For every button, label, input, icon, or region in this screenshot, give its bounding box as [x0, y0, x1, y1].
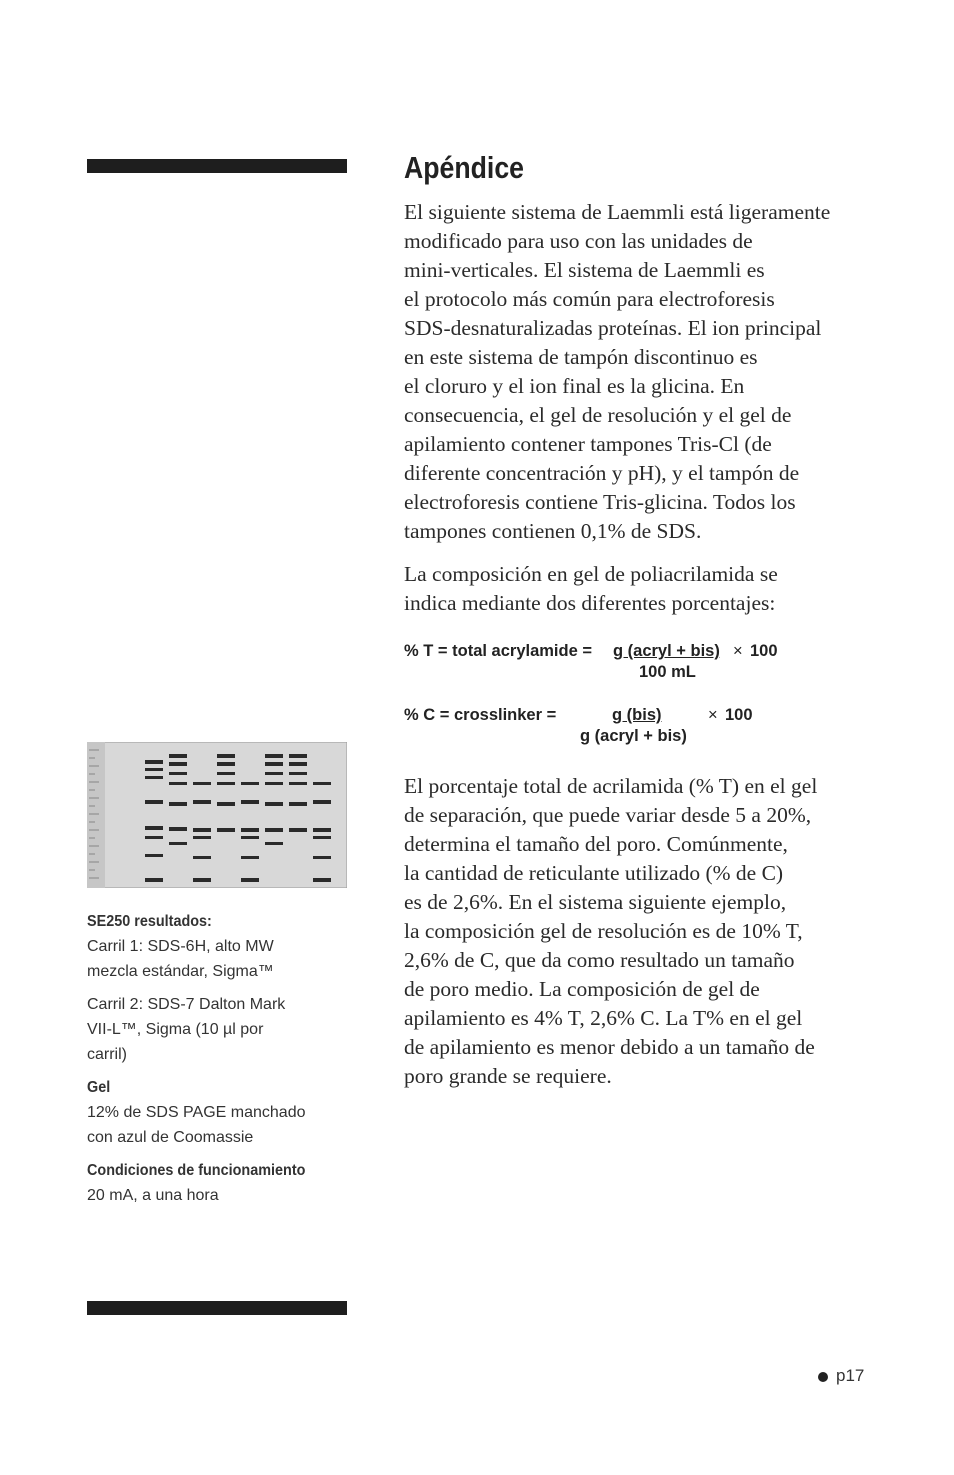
paragraph-line: consecuencia, el gel de resolución y el gel de [404, 403, 792, 427]
percentage-paragraph [404, 772, 874, 1091]
paragraph-line: el protocolo más común para electroforesis [404, 287, 775, 311]
formula-lhs: % C = crosslinker = [404, 706, 557, 724]
paragraph-line: mini-verticales. El sistema de Laemmli es [404, 258, 765, 282]
formula-numerator: g (bis) [612, 706, 662, 724]
bullet-icon [818, 1372, 828, 1382]
conditions-heading: Condiciones de funcionamiento [87, 1162, 306, 1179]
composition-paragraph [404, 560, 874, 618]
lane2-text [87, 992, 357, 1067]
paragraph-line: de separación, que puede variar desde 5 a 20%, [404, 803, 812, 827]
paragraph-line: poro grande se requiere. [404, 1064, 612, 1088]
paragraph-line: la cantidad de reticulante utilizado (% de C) [404, 861, 784, 885]
caption-line: VII-L™, Sigma (10 µl por [87, 1021, 264, 1038]
caption-line: 12% de SDS PAGE manchado [87, 1104, 306, 1121]
formula-denominator: 100 mL [639, 663, 696, 681]
paragraph-line: modificado para uso con las unidades de [404, 229, 753, 253]
formula-total-acrylamide [404, 642, 874, 706]
caption-line: mezcla estándar, Sigma™ [87, 963, 274, 980]
top-rule [87, 159, 347, 173]
caption-line: Carril 1: SDS-6H, alto MW [87, 938, 274, 955]
paragraph-line: El porcentaje total de acrilamida (% T) en el gel [404, 774, 818, 798]
paragraph-line: apilamiento contener tampones Tris-Cl (de [404, 432, 772, 456]
page-number [818, 1366, 864, 1386]
paragraph-line: 2,6% de C, que da como resultado un tamaño [404, 948, 795, 972]
caption-line: con azul de Coomassie [87, 1129, 254, 1146]
paragraph-line: tampones contienen 0,1% de SDS. [404, 519, 702, 543]
caption-line: carril) [87, 1046, 127, 1063]
page-number-label: p17 [836, 1366, 865, 1385]
paragraph-line: de poro medio. La composición de gel de [404, 977, 760, 1001]
lane1-text [87, 934, 357, 984]
formula-factor: 100 [750, 642, 778, 660]
gel-caption [87, 909, 357, 1208]
formula-factor: 100 [725, 706, 753, 724]
paragraph-line: determina el tamaño del poro. Comúnmente, [404, 832, 788, 856]
formula-numerator: g (acryl + bis) [613, 642, 720, 660]
formula-lhs: % T = total acrylamide = [404, 642, 592, 660]
paragraph-line: El siguiente sistema de Laemmli está ligeramente [404, 200, 831, 224]
gel-photo [87, 742, 347, 888]
intro-paragraph [404, 198, 874, 546]
formula-denominator: g (acryl + bis) [580, 727, 687, 745]
formula-crosslinker [404, 706, 874, 772]
paragraph-line: diferente concentración y pH), y el tampón de [404, 461, 800, 485]
paragraph-line: apilamiento es 4% T, 2,6% C. La T% en el gel [404, 1006, 803, 1030]
gel-heading: Gel [87, 1079, 111, 1096]
paragraph-line: La composición en gel de poliacrilamida se [404, 562, 778, 586]
caption-line: Carril 2: SDS-7 Dalton Mark [87, 996, 286, 1013]
paragraph-line: indica mediante dos diferentes porcentajes: [404, 591, 776, 615]
paragraph-line: es de 2,6%. En el sistema siguiente ejemplo, [404, 890, 787, 914]
formula-times: × [733, 642, 743, 660]
paragraph-line: SDS-desnaturalizadas proteínas. El ion principal [404, 316, 822, 340]
paragraph-line: la composición gel de resolución es de 10% T, [404, 919, 803, 943]
paragraph-line: el cloruro y el ion final es la glicina. En [404, 374, 745, 398]
gel-text [87, 1100, 357, 1150]
conditions-text: 20 mA, a una hora [87, 1187, 219, 1204]
page-title: Apéndice [404, 150, 524, 185]
paragraph-line: de apilamiento es menor debido a un tamaño de [404, 1035, 815, 1059]
formula-times: × [708, 706, 718, 724]
paragraph-line: en este sistema de tampón discontinuo es [404, 345, 758, 369]
results-heading: SE250 resultados: [87, 913, 212, 930]
bottom-rule [87, 1301, 347, 1315]
paragraph-line: electroforesis contiene Tris-glicina. Todos los [404, 490, 796, 514]
appendix-section [404, 150, 874, 1105]
